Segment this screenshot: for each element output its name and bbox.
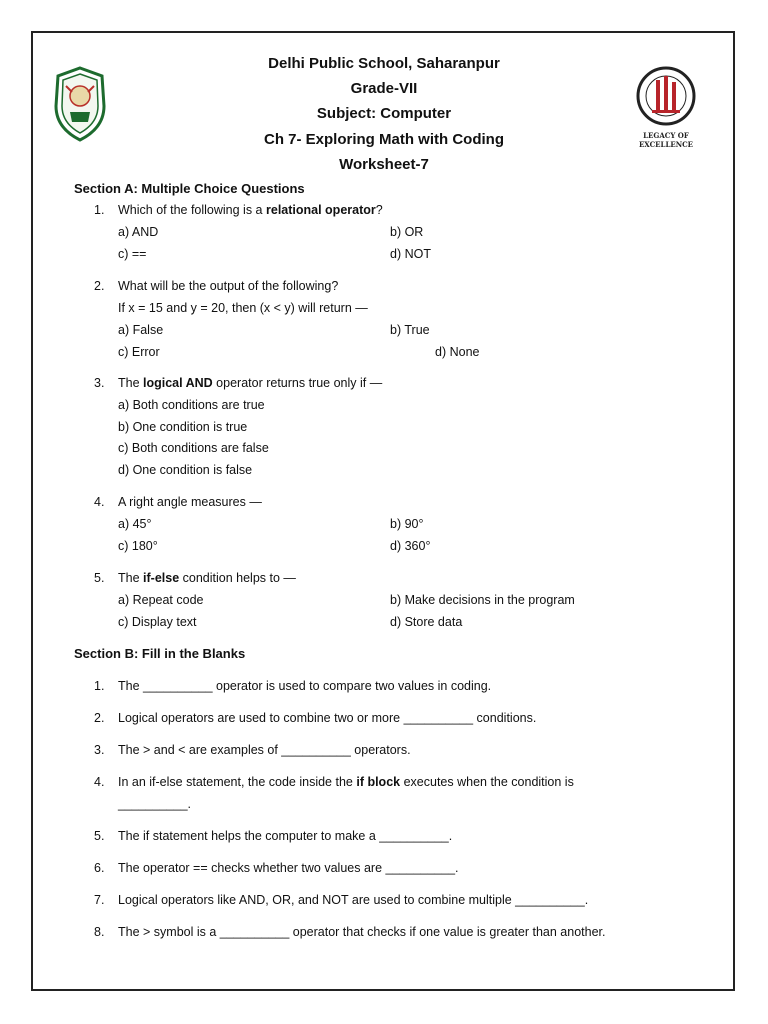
q3-option-a: a) Both conditions are true (118, 398, 265, 412)
q1-text: Which of the following is a relational operator? (118, 203, 383, 217)
q4-option-a: a) 45° (118, 517, 152, 531)
b3-number: 3. (94, 743, 105, 757)
q3-option-c: c) Both conditions are false (118, 441, 269, 455)
b4-text-cont: __________. (118, 797, 191, 811)
q2-number: 2. (94, 279, 105, 293)
q4-number: 4. (94, 495, 105, 509)
q5-text: The if-else condition helps to — (118, 571, 296, 585)
q2-option-c: c) Error (118, 345, 160, 359)
q5-option-a: a) Repeat code (118, 593, 204, 607)
worksheet-title: Worksheet-7 (339, 156, 429, 173)
b5-number: 5. (94, 829, 105, 843)
grade: Grade-VII (350, 80, 418, 97)
b6-number: 6. (94, 861, 105, 875)
q5-option-d: d) Store data (390, 615, 463, 629)
q5-option-b: b) Make decisions in the program (390, 593, 575, 607)
b1-text: The __________ operator is used to compare two values in coding. (118, 679, 492, 693)
b8-number: 8. (94, 925, 105, 939)
b8-text: The > symbol is a __________ operator that checks if one value is greater than another. (118, 925, 606, 939)
section-a-title: Section A: Multiple Choice Questions (74, 181, 305, 196)
b7-text: Logical operators like AND, OR, and NOT are used to combine multiple __________. (118, 893, 589, 907)
q4-option-d: d) 360° (390, 539, 431, 553)
logo-tagline-1: LEGACY OF (643, 131, 689, 140)
chapter-title: Ch 7- Exploring Math with Coding (264, 131, 504, 148)
logo-tagline-2: EXCELLENCE (638, 140, 694, 149)
q2-option-b: b) True (390, 323, 430, 337)
q3-text: The logical AND operator returns true only if — (118, 376, 383, 390)
b4-text: In an if-else statement, the code inside the if block executes when the condition is (118, 775, 574, 789)
b5-text: The if statement helps the computer to make a __________. (118, 829, 453, 843)
q3-option-b: b) One condition is true (118, 420, 248, 434)
b1-number: 1. (94, 679, 105, 693)
subject: Subject: Computer (316, 105, 452, 122)
b2-text: Logical operators are used to combine two or more __________ conditions. (118, 711, 537, 725)
q1-option-b: b) OR (390, 225, 424, 239)
q1-option-c: c) == (118, 247, 147, 261)
q1-option-a: a) AND (118, 225, 159, 239)
b6-text: The operator == checks whether two values are __________. (118, 861, 459, 875)
b2-number: 2. (94, 711, 105, 725)
b3-text: The > and < are examples of __________ operators. (118, 743, 411, 757)
q5-option-c: c) Display text (118, 615, 197, 629)
q2-option-a: a) False (118, 323, 164, 337)
q1-option-d: d) NOT (390, 247, 431, 261)
school-name: Delhi Public School, Saharanpur (268, 55, 500, 72)
q4-option-b: b) 90° (390, 517, 424, 531)
b7-number: 7. (94, 893, 105, 907)
q2-text: What will be the output of the following? (118, 279, 339, 293)
q1-number: 1. (94, 203, 105, 217)
q2-text-2: If x = 15 and y = 20, then (x < y) will return — (118, 301, 368, 315)
q5-number: 5. (94, 571, 105, 585)
q4-option-c: c) 180° (118, 539, 158, 553)
q3-option-d: d) One condition is false (118, 463, 253, 477)
q2-option-d: d) None (435, 345, 480, 359)
b4-number: 4. (94, 775, 105, 789)
section-b-title: Section B: Fill in the Blanks (74, 646, 246, 661)
q3-number: 3. (94, 376, 105, 390)
q4-text: A right angle measures — (118, 495, 262, 509)
